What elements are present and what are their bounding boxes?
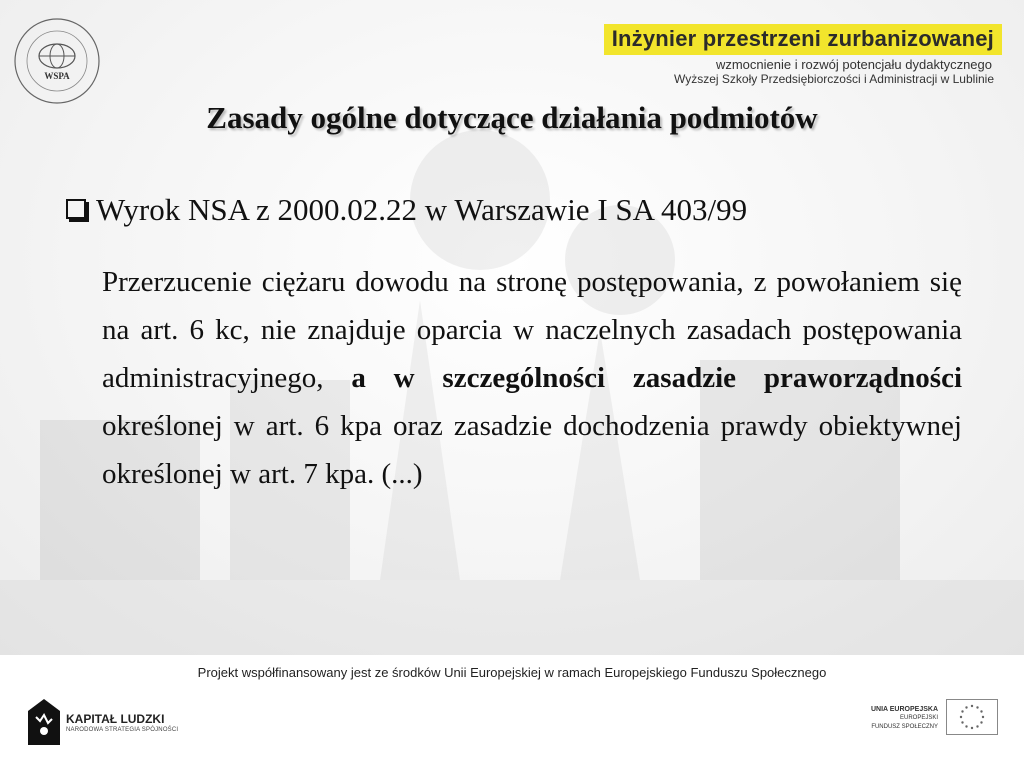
eu-line-2: EUROPEJSKI	[899, 715, 938, 721]
eu-flag-icon	[946, 699, 998, 735]
footer	[0, 655, 1024, 768]
project-header	[604, 24, 1002, 86]
slide-title: Zasady ogólne dotyczące działania podmiotów	[206, 100, 818, 135]
wspa-logo	[12, 16, 102, 106]
body-text-part-2: określonej w art. 6 kpa oraz zasadzie dochodzenia prawdy obiektywnej określonej w art. 7 kpa. (...)	[102, 410, 962, 490]
logo-text: WSPA	[44, 71, 70, 81]
eu-line-3: FUNDUSZ SPOŁECZNY	[871, 724, 938, 730]
bullet-text: Wyrok NSA z 2000.02.22 w Warszawie I SA 403/99	[96, 192, 748, 227]
kapital-ludzki-title: KAPITAŁ LUDZKI	[66, 712, 165, 726]
eu-label	[871, 705, 938, 732]
body-paragraph	[102, 258, 962, 498]
body-text-part-1: Przerzucenie ciężaru dowodu na stronę postępowania, z powołaniem się na art. 6 kc, nie znajduje oparcia w naczelnych zasadach postępowania administracyjnego,	[102, 266, 962, 394]
eu-line-1: UNIA EUROPEJSKA	[870, 706, 938, 713]
checkbox-bullet-icon	[66, 199, 86, 219]
project-subtitle-2: Wyższej Szkoły Przedsiębiorczości i Administracji w Lublinie	[674, 72, 994, 86]
bullet-item	[66, 192, 747, 228]
kapital-ludzki-subtitle: NARODOWA STRATEGIA SPÓJNOŚCI	[66, 727, 179, 733]
project-subtitle-1: wzmocnienie i rozwój potencjału dydaktycznego	[715, 57, 992, 72]
project-title: Inżynier przestrzeni zurbanizowanej	[604, 24, 1002, 55]
body-text-bold: a w szczególności zasadzie praworządności	[351, 362, 963, 394]
cofinance-note: Projekt współfinansowany jest ze środków Unii Europejskiej w ramach Europejskiego Funduszu Społecznego	[197, 665, 827, 680]
